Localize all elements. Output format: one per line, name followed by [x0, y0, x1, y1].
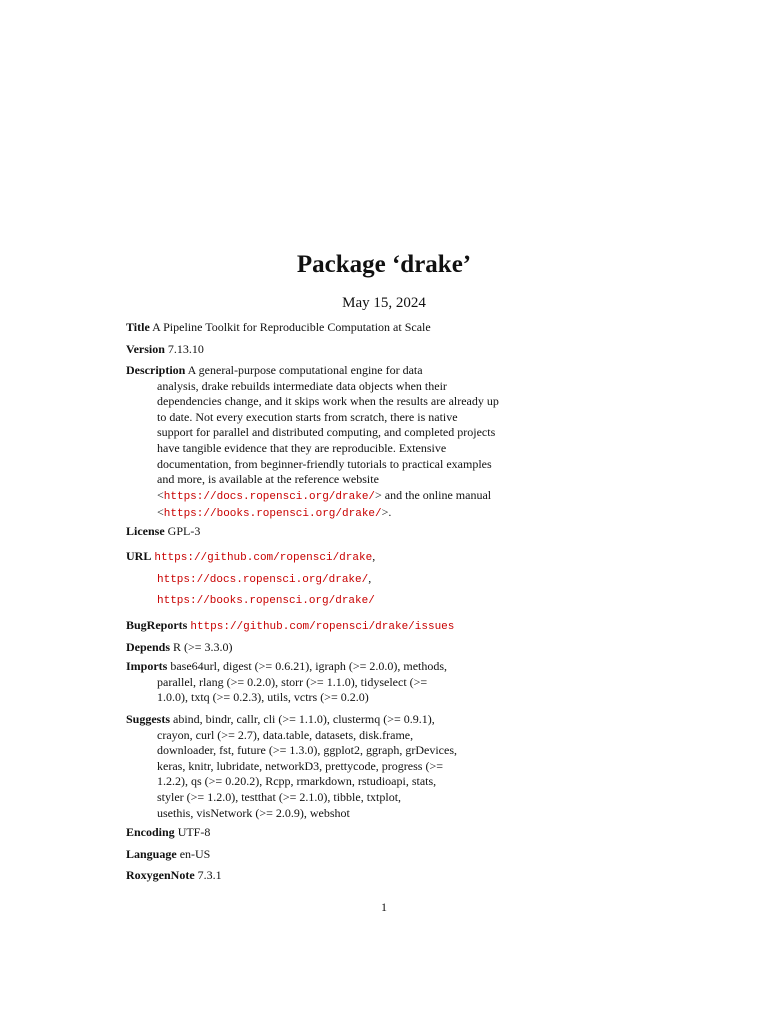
description-line: <https://docs.ropensci.org/drake/> and the online manual [157, 487, 492, 503]
field-key: Title [126, 320, 150, 334]
field-key: Suggests [126, 712, 171, 726]
docs-link[interactable]: https://docs.ropensci.org/drake/ [157, 574, 369, 586]
url-line [157, 592, 375, 607]
docs-link[interactable]: https://docs.ropensci.org/drake/ [163, 490, 376, 503]
description-line: have tangible evidence that they are reproducible. Extensive [157, 440, 447, 455]
field-encoding [126, 825, 210, 841]
field-key: Language [126, 847, 177, 861]
imports-line: parallel, rlang (>= 0.2.0), storr (>= 1.1.0), tidyselect (>= [157, 674, 428, 689]
suggests-line: downloader, fst, future (>= 1.3.0), ggplot2, ggraph, grDevices, [157, 743, 457, 758]
field-description [126, 363, 517, 523]
description-line: dependencies change, and it skips work when the results are already up [157, 394, 499, 409]
field-bugreports [126, 618, 454, 636]
field-key: Depends [126, 640, 171, 654]
date: May 15, 2024 [342, 295, 426, 311]
imports-line: 1.0.0), txtq (>= 0.2.3), utils, vctrs (>= 0.2.0) [157, 690, 369, 705]
page-number: 1 [381, 900, 387, 914]
field-key: URL [126, 549, 152, 563]
field-key: Encoding [126, 825, 175, 839]
field-value: 7.13.10 [167, 342, 204, 356]
description-line: support for parallel and distributed computing, and completed projects [157, 425, 496, 440]
field-value: 7.3.1 [197, 868, 222, 882]
field-key: Description [126, 363, 186, 377]
field-url: URL https://github.com/ropensci/drake, [126, 549, 376, 564]
suggests-line: keras, knitr, lubridate, networkD3, prettycode, progress (>= [157, 758, 443, 773]
suggests-line: crayon, curl (>= 2.7), data.table, datasets, disk.frame, [157, 727, 414, 742]
description-text: and the online manual [381, 487, 492, 502]
field-value: UTF-8 [177, 825, 211, 839]
field-key: RoxygenNote [126, 868, 195, 882]
field-key: Version [126, 342, 165, 356]
field-value: abind, bindr, callr, cli (>= 1.1.0), clustermq (>= 0.9.1), [173, 712, 435, 726]
field-version [126, 342, 204, 358]
field-value: GPL-3 [167, 524, 201, 538]
description-line: documentation, from beginner-friendly tutorials to practical examples [157, 456, 492, 471]
description-line: <https://books.ropensci.org/drake/>. [157, 505, 392, 521]
field-title [126, 320, 431, 336]
description-line: and more, is available at the reference website [157, 472, 379, 487]
field-suggests [126, 712, 517, 821]
description-line: to date. Not every execution starts from scratch, there is native [157, 409, 458, 424]
field-value: base64url, digest (>= 0.6.21), igraph (>= 2.0.0), methods, [170, 659, 448, 673]
field-value: R (>= 3.3.0) [173, 640, 233, 654]
field-key: Imports [126, 659, 168, 673]
books-link[interactable]: https://books.ropensci.org/drake/ [163, 508, 382, 521]
field-license [126, 524, 200, 540]
field-value: A general-purpose computational engine for data [187, 363, 423, 377]
field-imports [126, 659, 517, 706]
github-link[interactable]: https://github.com/ropensci/drake [154, 552, 373, 564]
field-value: A Pipeline Toolkit for Reproducible Computation at Scale [152, 320, 431, 334]
field-language [126, 847, 210, 863]
field-depends [126, 640, 233, 656]
description-line: analysis, drake rebuilds intermediate data objects when their [157, 378, 447, 393]
suggests-line: 1.2.2), qs (>= 0.20.2), Rcpp, rmarkdown, rstudioapi, stats, [157, 774, 437, 789]
books-link[interactable]: https://books.ropensci.org/drake/ [157, 595, 375, 607]
page-title: Package ‘drake’ [296, 251, 472, 278]
field-value: en-US [179, 847, 211, 861]
field-roxygennote [126, 868, 222, 884]
suggests-line: styler (>= 1.2.0), testthat (>= 2.1.0), tibble, txtplot, [157, 789, 402, 804]
url-line: https://docs.ropensci.org/drake/, [157, 571, 372, 586]
field-key: BugReports [126, 618, 188, 632]
issues-link[interactable]: https://github.com/ropensci/drake/issues [190, 621, 455, 633]
field-key: License [126, 524, 165, 538]
suggests-line: usethis, visNetwork (>= 2.0.9), webshot [157, 805, 350, 820]
